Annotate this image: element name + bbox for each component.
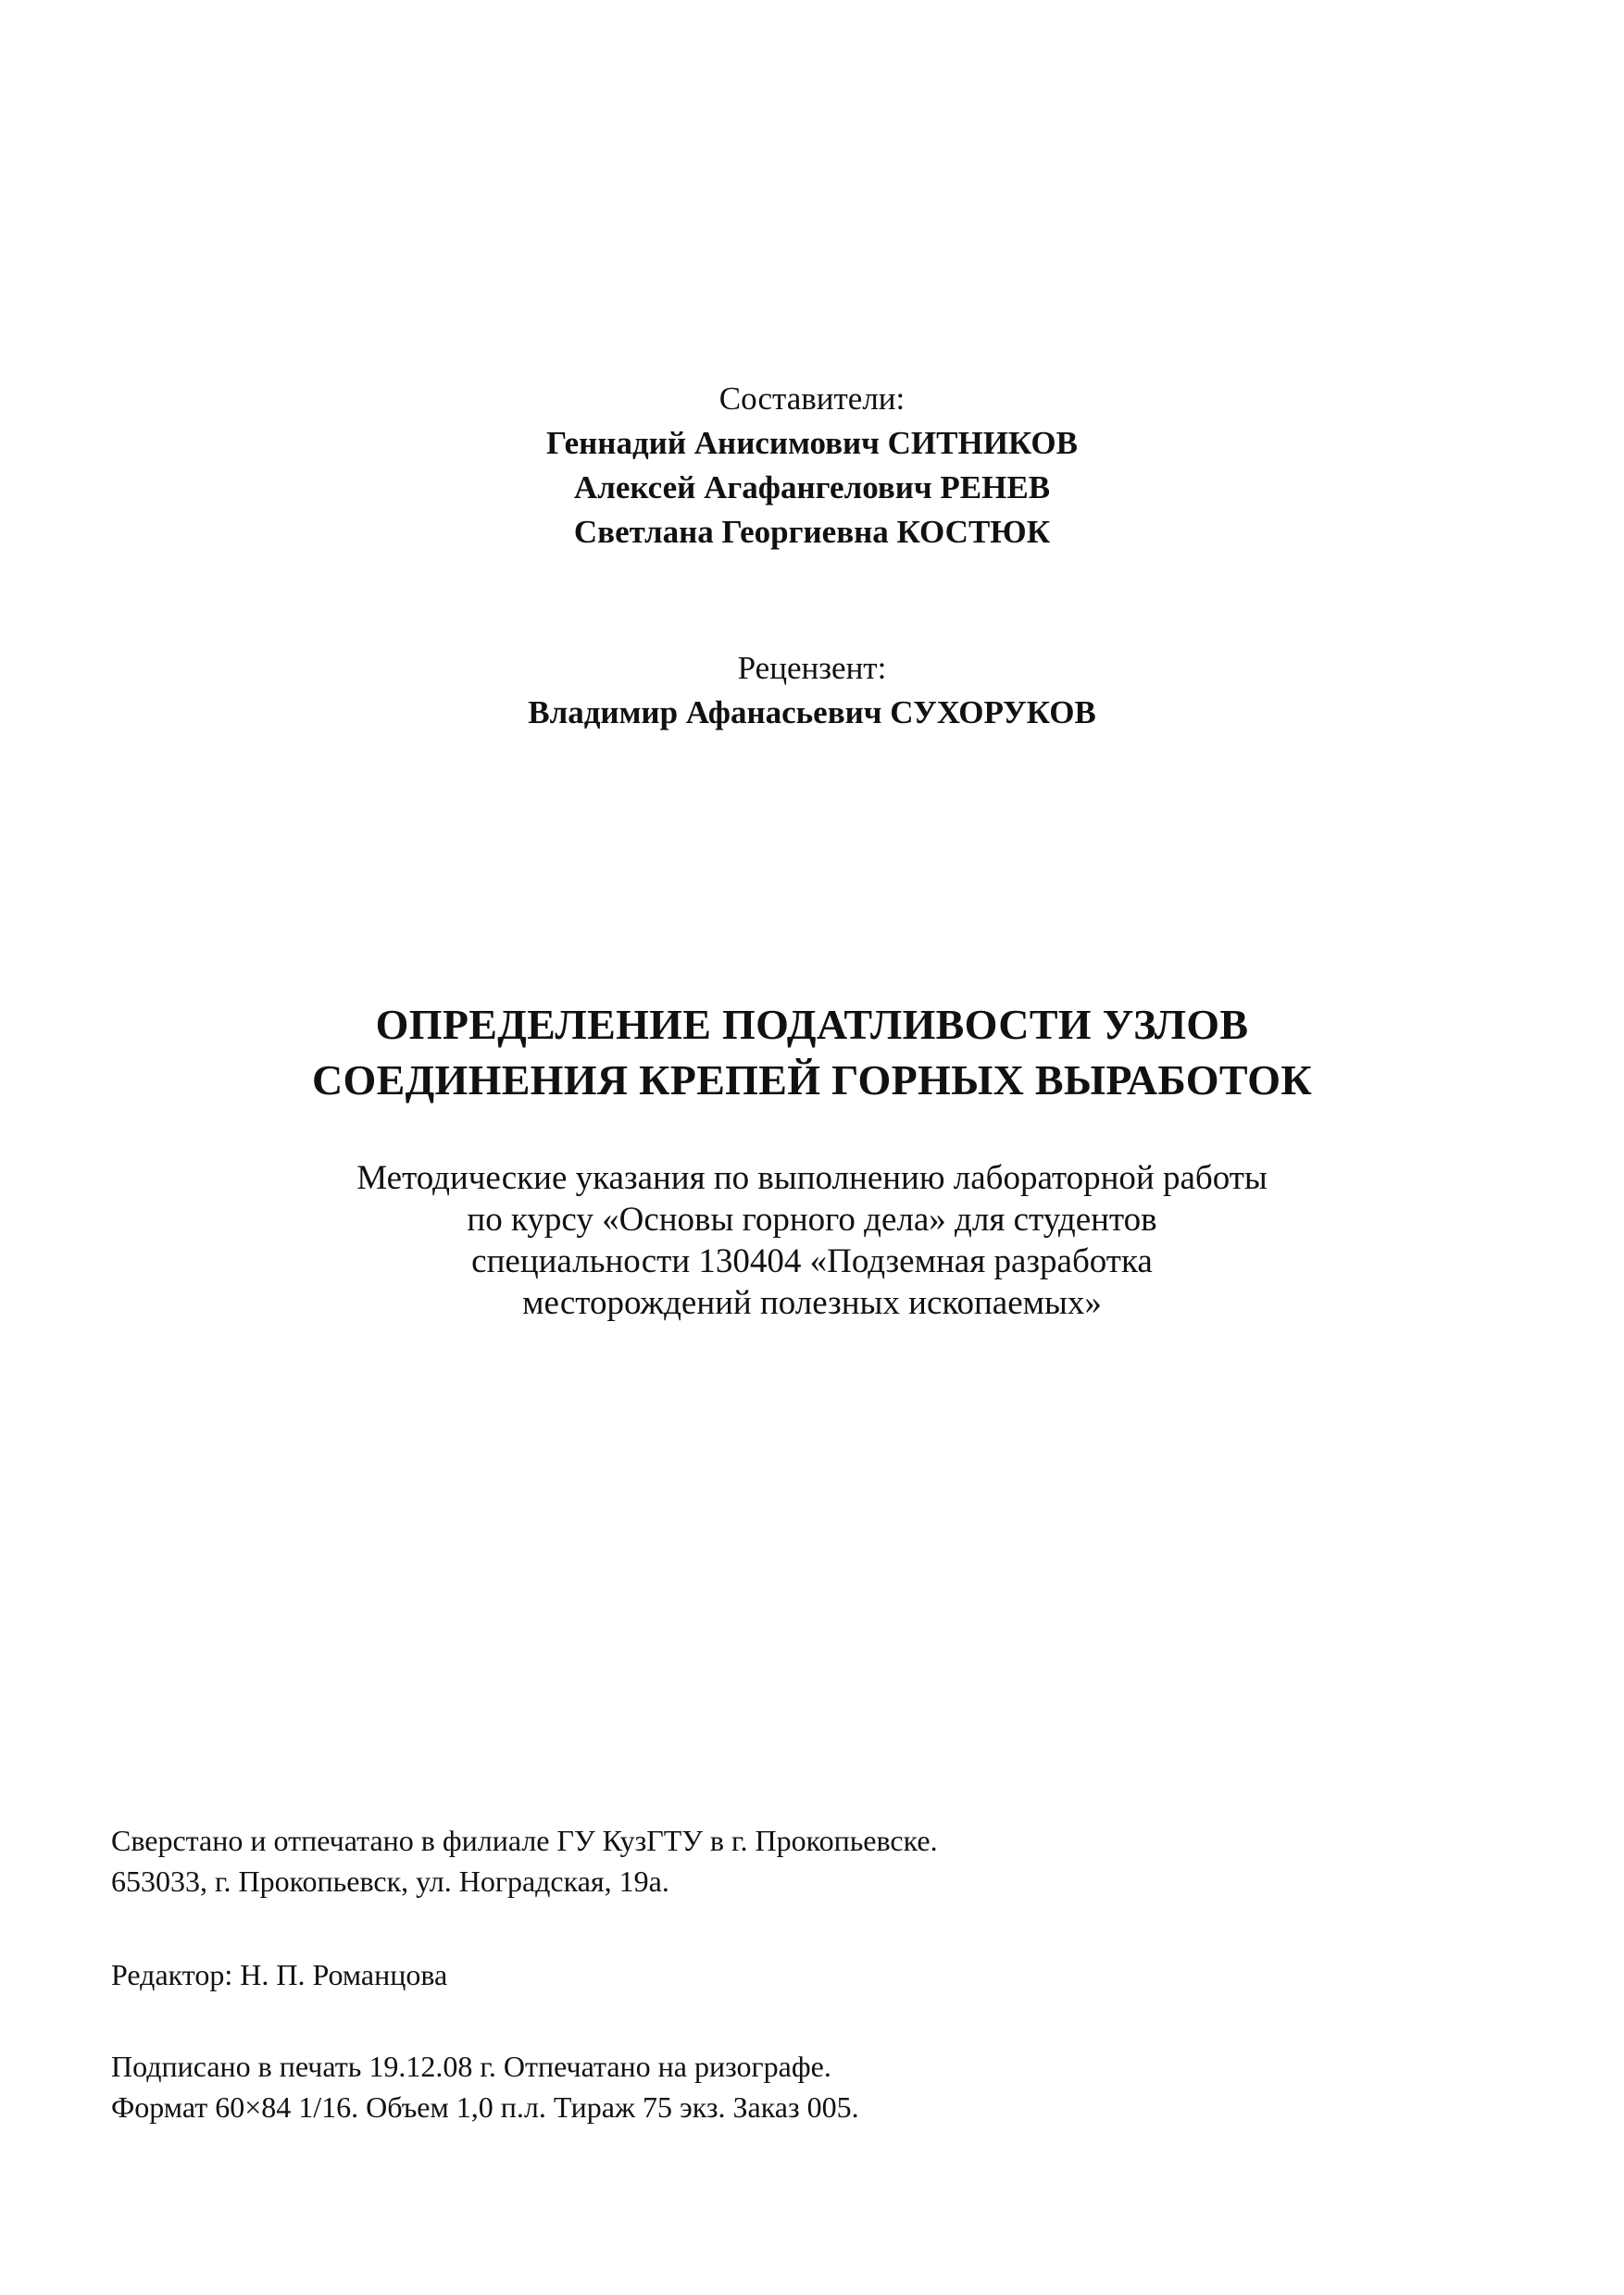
description-line: по курсу «Основы горного дела» для студентов (467, 1201, 1157, 1239)
description-line: месторождений полезных ископаемых» (522, 1284, 1102, 1322)
document-description (0, 1157, 1624, 1324)
imprint-printed-at: Сверстано и отпечатано в филиале ГУ КузГТУ в г. Прокопьевске. (111, 1824, 938, 1857)
description-line: специальности 130404 «Подземная разработка (471, 1242, 1153, 1280)
compiler-name: Алексей Агафангелович РЕНЕВ (573, 469, 1051, 505)
imprint-printing (111, 1820, 1500, 1902)
imprint-signed (111, 2046, 1500, 2127)
compiler-name: Геннадий Анисимович СИТНИКОВ (546, 425, 1078, 461)
compiler-name: Светлана Георгиевна КОСТЮК (573, 514, 1051, 550)
imprint-address: 653033, г. Прокопьевск, ул. Ноградская, 19а. (111, 1865, 669, 1898)
description-line: Методические указания по выполнению лабораторной работы (356, 1159, 1268, 1197)
compilers-heading: Составители: (718, 380, 906, 417)
compilers-section (0, 377, 1624, 555)
title-line: ОПРЕДЕЛЕНИЕ ПОДАТЛИВОСТИ УЗЛОВ (375, 1001, 1249, 1048)
reviewer-name: Владимир Афанасьевич СУХОРУКОВ (528, 694, 1096, 730)
signed-line: Подписано в печать 19.12.08 г. Отпечатано на ризографе. (111, 2050, 831, 2083)
document-title (0, 997, 1624, 1108)
reviewer-heading: Рецензент: (737, 650, 887, 686)
imprint-editor (111, 1954, 1500, 1995)
reviewer-section (0, 646, 1624, 735)
editor-line: Редактор: Н. П. Романцова (111, 1958, 448, 1991)
format-line: Формат 60×84 1/16. Объем 1,0 п.л. Тираж 75 экз. Заказ 005. (111, 2090, 859, 2124)
title-line: СОЕДИНЕНИЯ КРЕПЕЙ ГОРНЫХ ВЫРАБОТОК (312, 1056, 1312, 1104)
